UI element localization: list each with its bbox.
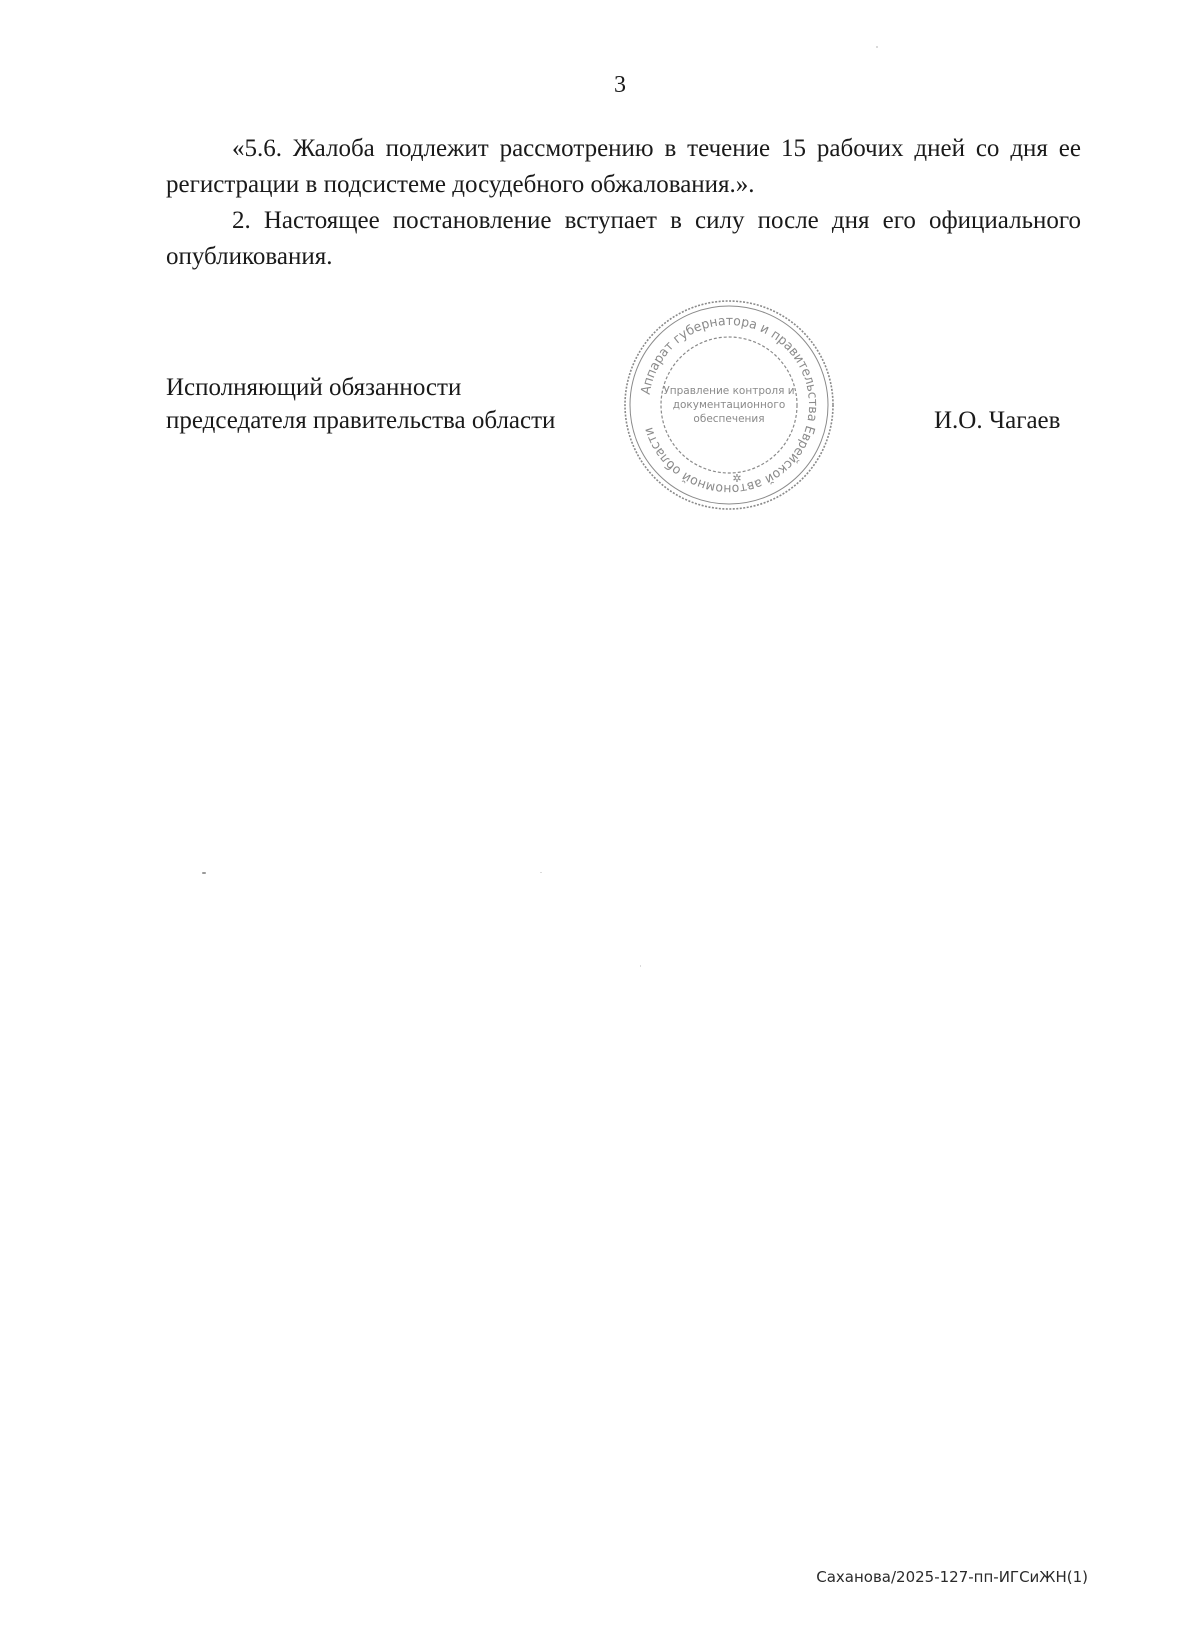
signer-name: И.О. Чагаев xyxy=(934,407,1061,434)
seal-center-line3: обеспечения xyxy=(693,413,765,425)
official-seal xyxy=(620,296,838,514)
signer-position xyxy=(166,371,555,437)
paragraph-effective-date: 2. Настоящее постановление вступает в силу после дня его официального опубликования. xyxy=(166,207,1081,270)
scan-speck xyxy=(202,872,206,874)
paragraph-complaint-term: «5.6. Жалоба подлежит рассмотрению в течение 15 рабочих дней со дня ее регистрации в подсистеме досудебного обжалования.». xyxy=(166,135,1081,198)
document-code: Саханова/2025-127-пп-ИГСиЖН(1) xyxy=(816,1568,1088,1586)
signer-position-line1: Исполняющий обязанности xyxy=(166,374,462,401)
seal-ring-text: Аппарат губернатора и правительства Еврейской автономной области xyxy=(638,313,821,497)
scan-speck xyxy=(540,872,542,873)
page-number: 3 xyxy=(614,72,626,98)
seal-center-line1: Управление контроля и xyxy=(663,385,795,397)
signer-position-line2: председателя правительства области xyxy=(166,407,556,434)
document-body xyxy=(166,131,1081,275)
scan-speck xyxy=(876,46,878,48)
scan-speck xyxy=(640,965,641,967)
seal-center-line2: документационного xyxy=(672,399,786,411)
seal-star-icon: ✲ xyxy=(732,472,742,485)
